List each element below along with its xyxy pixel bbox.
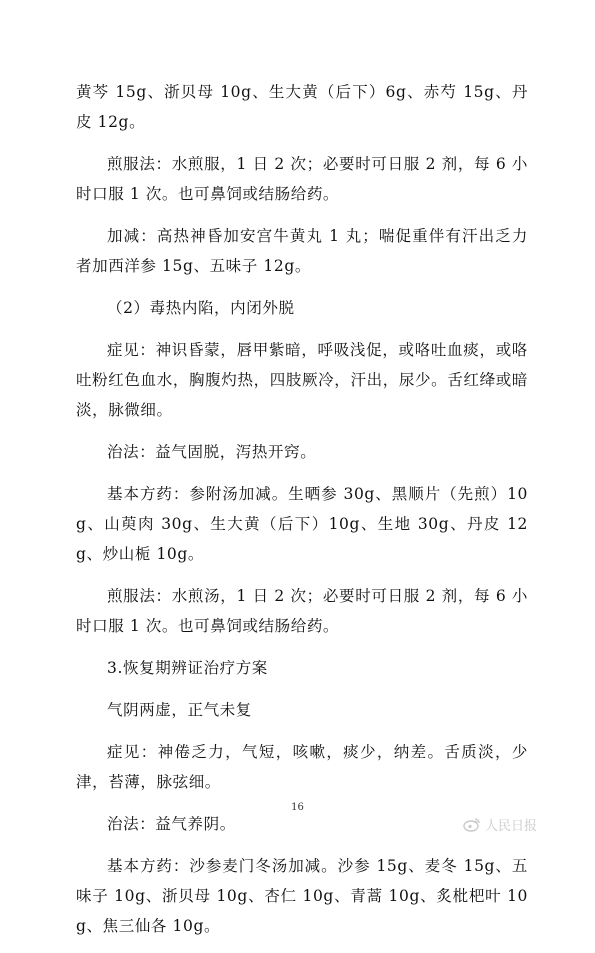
document-body	[76, 77, 528, 953]
watermark-text: 人民日报	[484, 819, 537, 834]
paragraph-2: 煎服法：水煎服，1 日 2 次；必要时可日服 2 剂，每 6 小时口服 1 次。也可鼻饲或结肠给药。	[76, 155, 528, 203]
paragraph-3: 加减：高热神昏加安宫牛黄丸 1 丸；喘促重伴有汗出乏力者加西洋参 15g、五味子 12g。	[76, 227, 528, 275]
paragraph-13: 基本方药：沙参麦门冬汤加减。沙参 15g、麦冬 15g、五味子 10g、浙贝母 10g、杏仁 10g、青蒿 10g、炙枇杷叶 10g、焦三仙各 10g。	[76, 857, 528, 935]
paragraph-4: （2）毒热内陷，内闭外脱	[107, 299, 295, 317]
paragraph-8: 煎服法：水煎汤，1 日 2 次；必要时可日服 2 剂，每 6 小时口服 1 次。也可鼻饲或结肠给药。	[76, 587, 528, 635]
weibo-icon	[463, 817, 481, 832]
paragraph-10: 气阴两虚，正气未复	[107, 701, 252, 719]
paragraph-12: 治法：益气养阴。	[107, 815, 236, 833]
page-number: 16	[291, 802, 304, 813]
watermark	[463, 815, 537, 834]
paragraph-1: 黄芩 15g、浙贝母 10g、生大黄（后下）6g、赤芍 15g、丹皮 12g。	[76, 83, 528, 131]
paragraph-11: 症见：神倦乏力，气短，咳嗽，痰少，纳差。舌质淡，少津，苔薄，脉弦细。	[76, 743, 528, 791]
paragraph-5: 症见：神识昏蒙，唇甲紫暗，呼吸浅促，或咯吐血痰，或咯吐粉红色血水，胸腹灼热，四肢厥冷，汗出，尿少。舌红绛或暗淡，脉微细。	[76, 341, 528, 419]
paragraph-6: 治法：益气固脱，泻热开窍。	[107, 443, 317, 461]
paragraph-9: 3.恢复期辨证治疗方案	[107, 659, 268, 677]
paragraph-7: 基本方药：参附汤加减。生晒参 30g、黑顺片（先煎）10g、山萸肉 30g、生大黄（后下）10g、生地 30g、丹皮 12g、炒山栀 10g。	[76, 485, 528, 563]
